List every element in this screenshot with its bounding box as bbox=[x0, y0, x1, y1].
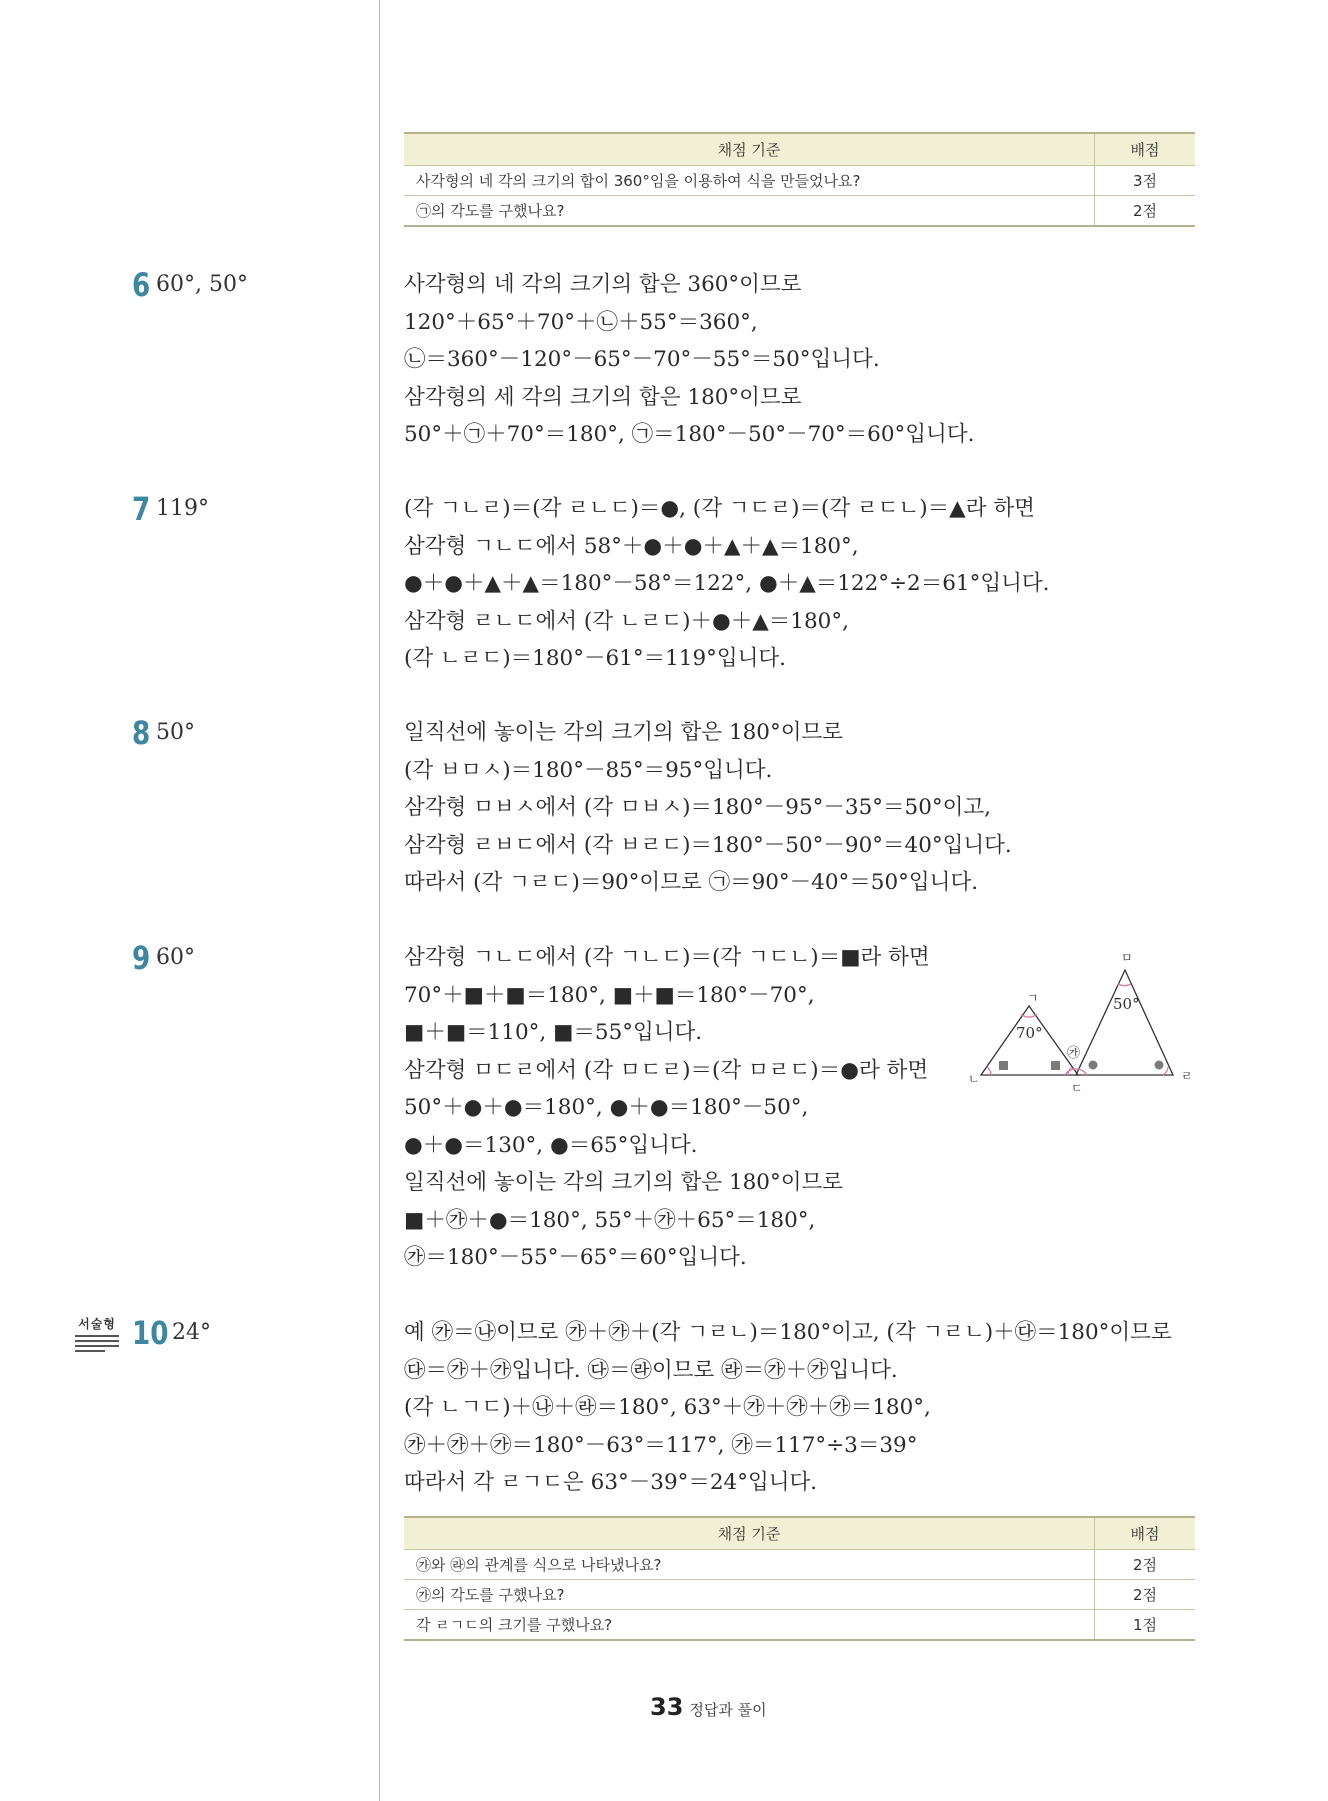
header-criteria: 채점 기준 bbox=[404, 1517, 1095, 1550]
vertex-label: ㄹ bbox=[1181, 1069, 1193, 1083]
vertex-label: ㄴ bbox=[968, 1072, 980, 1086]
score-cell: 2점 bbox=[1095, 1550, 1196, 1580]
score-cell: 2점 bbox=[1095, 1580, 1196, 1610]
solution-line: 사각형의 네 각의 크기의 합은 360°이므로 bbox=[404, 272, 802, 297]
question-10-answer: 24° bbox=[172, 1320, 211, 1345]
solution-line: 따라서 각 ㄹㄱㄷ은 63°－39°＝24°입니다. bbox=[404, 1470, 818, 1495]
page-number: 33 bbox=[650, 1693, 684, 1721]
solution-line: 일직선에 놓이는 각의 크기의 합은 180°이므로 bbox=[404, 1170, 844, 1195]
solution-line: 50°＋●＋●＝180°, ●＋●＝180°－50°, bbox=[404, 1095, 809, 1120]
angle-label-50: 50° bbox=[1113, 995, 1140, 1013]
question-9-solution bbox=[404, 939, 930, 1277]
question-9-number: 9 bbox=[132, 939, 151, 977]
section-title: 정답과 풀이 bbox=[689, 1701, 767, 1719]
criteria-cell: 사각형의 네 각의 크기의 합이 360°임을 이용하여 식을 만들었나요? bbox=[404, 166, 1095, 196]
question-8-number: 8 bbox=[132, 714, 151, 752]
question-10-solution bbox=[404, 1314, 1172, 1502]
criteria-cell: 각 ㄹㄱㄷ의 크기를 구했나요? bbox=[404, 1610, 1095, 1641]
column-divider bbox=[379, 0, 380, 1801]
triangle-figure bbox=[965, 948, 1205, 1098]
header-score: 배점 bbox=[1095, 1517, 1196, 1550]
circle-mark bbox=[1089, 1061, 1098, 1070]
solution-line: 삼각형 ㄱㄴㄷ에서 (각 ㄱㄴㄷ)＝(각 ㄱㄷㄴ)＝■라 하면 bbox=[404, 945, 930, 970]
solution-line: 일직선에 놓이는 각의 크기의 합은 180°이므로 bbox=[404, 720, 844, 745]
solution-line: ●＋●＝130°, ●＝65°입니다. bbox=[404, 1132, 698, 1158]
solution-line: 삼각형 ㄱㄴㄷ에서 58°＋●＋●＋▲＋▲＝180°, bbox=[404, 533, 859, 559]
solution-line: ●＋●＋▲＋▲＝180°－58°＝122°, ●＋▲＝122°÷2＝61°입니다. bbox=[404, 571, 1050, 596]
header-criteria: 채점 기준 bbox=[404, 133, 1095, 166]
page-footer bbox=[650, 1693, 767, 1721]
solution-line: ㉡＝360°－120°－65°－70°－55°＝50°입니다. bbox=[404, 347, 880, 372]
solution-line: ㉮＝180°－55°－65°＝60°입니다. bbox=[404, 1245, 747, 1270]
solution-line: 50°＋㉠＋70°＝180°, ㉠＝180°－50°－70°＝60°입니다. bbox=[404, 422, 975, 447]
solution-line: 삼각형 ㄹㅂㄷ에서 (각 ㅂㄹㄷ)＝180°－50°－90°＝40°입니다. bbox=[404, 832, 1012, 858]
badge-label: 서술형 bbox=[78, 1317, 116, 1331]
solution-line: 삼각형 ㅁㅂㅅ에서 (각 ㅁㅂㅅ)＝180°－95°－35°＝50°이고, bbox=[404, 795, 991, 820]
solution-line: 120°＋65°＋70°＋㉡＋55°＝360°, bbox=[404, 309, 758, 335]
question-6-solution bbox=[404, 266, 974, 454]
solution-line: 삼각형 ㄹㄴㄷ에서 (각 ㄴㄹㄷ)＋●＋▲＝180°, bbox=[404, 608, 849, 634]
score-cell: 1점 bbox=[1095, 1610, 1196, 1641]
header-score: 배점 bbox=[1095, 133, 1196, 166]
descriptive-badge bbox=[75, 1315, 119, 1352]
solution-line: (각 ㅂㅁㅅ)＝180°－85°＝95°입니다. bbox=[404, 757, 773, 783]
solution-line: 따라서 (각 ㄱㄹㄷ)＝90°이므로 ㉠＝90°－40°＝50°입니다. bbox=[404, 870, 979, 895]
table-row bbox=[404, 166, 1195, 196]
score-cell: 2점 bbox=[1095, 196, 1196, 227]
table-row bbox=[404, 196, 1195, 227]
criteria-cell: ㉠의 각도를 구했나요? bbox=[404, 196, 1095, 227]
solution-line: 예 ㉮＝㉯이므로 ㉮＋㉮＋(각 ㄱㄹㄴ)＝180°이고, (각 ㄱㄹㄴ)＋㉰＝180°이므로 bbox=[404, 1320, 1172, 1345]
question-6-answer: 60°, 50° bbox=[156, 272, 248, 297]
solution-line: ㉮＋㉮＋㉮＝180°－63°＝117°, ㉮＝117°÷3＝39° bbox=[404, 1432, 918, 1458]
table-header-row bbox=[404, 133, 1195, 166]
question-8-solution bbox=[404, 714, 1012, 902]
circle-mark bbox=[1155, 1061, 1164, 1070]
solution-line: ■＋㉮＋●＝180°, 55°＋㉮＋65°＝180°, bbox=[404, 1207, 816, 1233]
table-row bbox=[404, 1610, 1195, 1641]
table-header-row bbox=[404, 1517, 1195, 1550]
question-7-answer: 119° bbox=[156, 496, 209, 521]
question-8-answer: 50° bbox=[156, 720, 195, 745]
solution-line: (각 ㄱㄴㄹ)＝(각 ㄹㄴㄷ)＝●, (각 ㄱㄷㄹ)＝(각 ㄹㄷㄴ)＝▲라 하면 bbox=[404, 496, 1035, 521]
solution-line: 삼각형의 세 각의 크기의 합은 180°이므로 bbox=[404, 384, 802, 410]
question-7-number: 7 bbox=[132, 490, 151, 528]
solution-line: 삼각형 ㅁㄷㄹ에서 (각 ㅁㄷㄹ)＝(각 ㅁㄹㄷ)＝●라 하면 bbox=[404, 1057, 929, 1083]
criteria-cell: ㉮의 각도를 구했나요? bbox=[404, 1580, 1095, 1610]
angle-mark-ga: ㉮ bbox=[1067, 1046, 1081, 1061]
criteria-cell: ㉮와 ㉱의 관계를 식으로 나타냈나요? bbox=[404, 1550, 1095, 1580]
square-mark bbox=[1051, 1061, 1060, 1070]
solution-line: 70°＋■＋■＝180°, ■＋■＝180°－70°, bbox=[404, 982, 815, 1008]
table-row bbox=[404, 1580, 1195, 1610]
vertex-label: ㄷ bbox=[1071, 1081, 1083, 1095]
question-9-answer: 60° bbox=[156, 945, 195, 970]
score-cell: 3점 bbox=[1095, 166, 1196, 196]
question-6-number: 6 bbox=[132, 266, 151, 304]
scoring-table-2 bbox=[404, 1516, 1195, 1641]
solution-line: (각 ㄴㄱㄷ)＋㉯＋㉱＝180°, 63°＋㉮＋㉮＋㉮＝180°, bbox=[404, 1395, 931, 1420]
question-10-number: 10 bbox=[132, 1314, 169, 1352]
scoring-table-1 bbox=[404, 132, 1195, 227]
vertex-label: ㅁ bbox=[1121, 951, 1133, 965]
solution-line: ㉰＝㉮＋㉮입니다. ㉰＝㉱이므로 ㉱＝㉮＋㉮입니다. bbox=[404, 1357, 898, 1383]
solution-line: ■＋■＝110°, ■＝55°입니다. bbox=[404, 1020, 703, 1045]
solution-line: (각 ㄴㄹㄷ)＝180°－61°＝119°입니다. bbox=[404, 646, 787, 671]
question-7-solution bbox=[404, 490, 1049, 678]
vertex-label: ㄱ bbox=[1027, 991, 1039, 1005]
angle-label-70: 70° bbox=[1016, 1024, 1043, 1042]
square-mark bbox=[999, 1061, 1008, 1070]
table-row bbox=[404, 1550, 1195, 1580]
